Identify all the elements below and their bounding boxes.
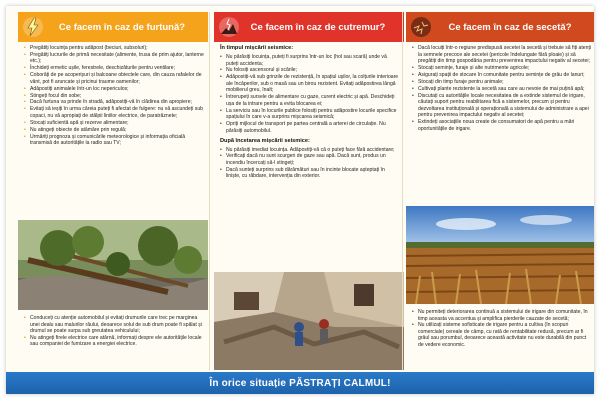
divider-2 xyxy=(402,12,403,370)
lightning-icon xyxy=(22,16,44,38)
panel-drought xyxy=(406,12,594,370)
brochure xyxy=(6,6,594,394)
storm-list-bottom xyxy=(18,312,208,348)
drought-list-bottom-wrap xyxy=(406,306,594,349)
drought-list-top xyxy=(406,42,594,132)
list-item: • Întrerupeți sursele de alimentare cu gaze, curent electric și apă. Deschideți ușa de la intrare pentru a evita blocarea ei; xyxy=(220,94,400,107)
list-item: • Pregătiți locuința pentru adăpost (beciuri, subsoluri); xyxy=(24,45,204,52)
earthquake-during-list xyxy=(214,51,404,134)
earthquake-photo xyxy=(214,272,404,370)
list-item: • Stingeți focul din sobe; xyxy=(24,93,204,100)
list-item: • Coborâți de pe acoperișuri și balcoane obiectele care, din cauza rafalelor de vânt, pot fi aruncate și pricinui traume oamenilor; xyxy=(24,72,204,85)
storm-banner xyxy=(18,12,208,42)
after-title: După încetarea mișcării seismice: xyxy=(220,137,310,144)
list-item: • Discutați cu autoritățile locale necesitatea de a extinde sistemul de irigare, căutați suport pentru reabilitarea fică a sistemelor, precum și pentru dezvoltarea instituțională și operațională a sistemului de administrare a apei pentru prevenirea impactului negativ al secetei; xyxy=(412,93,592,119)
list-item: • Stocați semințe, furaje și alte nutrimente agricole; xyxy=(412,65,592,72)
list-item: • Nu părăsiți locuința, puteți fi surprins într-un loc (hol sau scară) unde vă puteți accidenta; xyxy=(220,54,400,67)
list-item: • Închideți ermetic ușile, ferestrele, deschizăturile pentru ventilare; xyxy=(24,65,204,72)
list-item: • Nu utilizați sisteme sofisticate de irigare pentru a cultiva (în scopuri comerciale) cereale de câmp, cu rată de rentabilitate redusă, precum ar fi grâul sau porumbul, deoarece această activitate nu este durabilă din punct de vedere economic. xyxy=(412,322,592,348)
list-item: • Nu atingeți firele electrice care atârnă, informați despre ele autoritățile locale sau companiei de furnizare a energiei electrice. xyxy=(24,335,204,348)
earthquake-banner xyxy=(214,12,404,42)
footer-banner: În orice situație PĂSTRAȚI CALMUL! xyxy=(6,372,594,394)
list-item: • Dacă locuiți într-o regiune predispusă secetei la secetă și trebuie să fiți atenți la semnele precoce ale secetei (pericole îndelungate fără ploaie) și să pregătiți din timp gospodăria pentru prevenirea impactului negativ al secetei; xyxy=(412,45,592,65)
list-item: • Stocați suficientă apă și rezerve alimentare; xyxy=(24,120,204,127)
drought-banner xyxy=(406,12,594,42)
list-item: • Dacă furtuna va prinde în stradă, adăpostiți-vă în clădirea din apropiere; xyxy=(24,99,204,106)
list-item: • Nu atingeți obiecte de atâmâre prin regulă; xyxy=(24,127,204,134)
drought-photo xyxy=(406,206,594,304)
drought-title: Ce facem în caz de secetă? xyxy=(448,21,572,33)
list-item: • Evitați să ieșiți în urma căreia puteți fi afectat de fulgere: nu vă ascundeți sub copaci, nu vă apropiați de stâlpii liniilor electrice, de paratrăznete; xyxy=(24,106,204,119)
drought-list-bottom xyxy=(406,306,594,348)
earthquake-title: Ce facem în caz de cutremur? xyxy=(250,21,386,33)
list-item: • Nu permiteți deteriorarea continuă a sistemului de irigare din comunitate, în timp aceasta va accentua și amplifica pierderile cauzate de secetă; xyxy=(412,309,592,322)
list-item: • Stocați din timp furaje pentru animale; xyxy=(412,79,592,86)
list-item: • Cultivați plante rezistente la secetă sau care au nevoie de mai puțină apă; xyxy=(412,86,592,93)
panel-earthquake xyxy=(214,12,404,370)
list-item: • Urmăriți prognoza și comunicările meteorologice și informația oficială transmisă de autoritățile la radio sau TV; xyxy=(24,134,204,147)
earthquake-after-list xyxy=(214,144,404,180)
storm-photo xyxy=(18,220,208,310)
list-item: • Conduceți cu atenție automobilul și evitați drumurile care trec pe marginea unei dealu sau malurilor râului, deoarece solul de sub drum poate fi spălat și drumul se poate surpa sub greutatea vehiculului; xyxy=(24,315,204,335)
earthquake-icon xyxy=(218,16,240,38)
panel-storm xyxy=(18,12,208,370)
during-title: În timpul mișcării seismice: xyxy=(220,45,294,51)
list-item: • La serviciu sau în locurile publice folosiți pentru adăpostire locurile specifice spațiului în care v-a surprins mișcarea seismică; xyxy=(220,108,400,121)
list-item: • Extindeți asociațiile noua create de consumatori de apă pentru a mări oportunitățile de irigare. xyxy=(412,119,592,132)
storm-title: Ce facem în caz de furtună? xyxy=(58,21,186,33)
list-item: • Adăpostiți animalele într-un loc nepericulos; xyxy=(24,86,204,93)
list-item: • Adăpostiți-vă sub grinzile de rezistență, în spațiul ușilor, la colțurile interioare ale încăperilor, sub o masă sau un birou rezistent. Evitați adăpostirea lângă mobilierul greu, înalt; xyxy=(220,74,400,94)
list-item: • Opriți mijlocul de transport pe partea centrală a arterei de circulație. Nu părăsiți automobilul. xyxy=(220,121,400,134)
list-item: • Nu folosiți ascensorul și scările; xyxy=(220,67,400,74)
storm-list-top xyxy=(18,42,208,147)
drought-icon xyxy=(410,16,432,38)
divider-1 xyxy=(209,12,210,370)
list-item: • Nu părăsiți imediat locuința. Adăpostiți-vă că o puteți face fără accidentare; xyxy=(220,147,400,154)
list-item: • Dacă sunteți surprins sub dărâmături sau în incinte blocate așteptați în liniște, cu răbdare, intervenția din exterior. xyxy=(220,167,400,180)
list-item: • Verificați dacă nu sunt scurgeri de gaze sau apă. Dacă sunt, produs un incendiu încercați să-l stingeți; xyxy=(220,153,400,166)
storm-list-bottom-wrap xyxy=(18,312,208,348)
list-item: • Asigurați spații de stocare în comunitate pentru semințe de grâu de lanuri; xyxy=(412,72,592,79)
list-item: • Pregătiți lucrurile de primă necesitate (alimente, trusa de prim ajutor, lanterne etc.); xyxy=(24,52,204,65)
